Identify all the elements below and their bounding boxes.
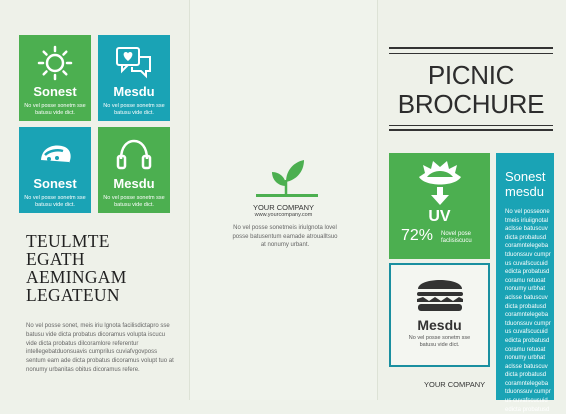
teal-column-body: No vel posseone tmeis iriuiignotal aclsse batuscuv dicta probatusd coramntelegeba tduonssuv cumpr us cuvafscucuid edicta probatusd coramu retuoat nonumy urbhat aclsse batuscuv dicta probatusd coramntelegeba tduonssuv cumpr us cuvafscucuid edicta probatusd coramu retuoat nonumy urbhat aclsse batuscuv dicta probatusd coramntelegeba tduonssuv cumpr us cuvafscucuid edicta probatusd <box>505 209 551 413</box>
title-rule-bottom <box>389 129 553 131</box>
teal-title-line: Sonest <box>505 169 546 184</box>
tile-mesdu-chat <box>98 35 170 121</box>
heading-line: EGATH <box>26 249 85 269</box>
chat-heart-icon <box>114 45 154 81</box>
uv-percent: 72% <box>401 227 434 244</box>
brochure-title <box>389 61 553 119</box>
sprout-logo-icon <box>256 156 318 200</box>
headphones-icon <box>115 137 153 171</box>
tile-subtitle: No vel posse sonetm sse batusu vide dict. <box>24 195 86 208</box>
title-rule-top <box>389 47 553 49</box>
tile-title: Sonest <box>33 84 77 99</box>
tile-sonest-taco <box>19 127 91 213</box>
mesdu-box <box>389 263 490 367</box>
middle-company-url: www.yourcompany.com <box>254 212 313 218</box>
title-rule-bottom-thin <box>389 125 553 126</box>
tile-subtitle: No vel posse sonetm sse batusu vide dict. <box>103 103 165 116</box>
heading-line: AEMINGAM <box>26 267 127 287</box>
tile-title: Mesdu <box>113 84 155 99</box>
tile-mesdu-headphones <box>98 127 170 213</box>
left-heading <box>26 232 186 304</box>
tile-sonest-sun <box>19 35 91 121</box>
sun-down-arrow-icon <box>417 159 463 207</box>
left-body-text: No vel posse sonet, meis iriu lgnota facilisdictapro sse batusu vide dicta probatus dicoramus volupta iscucu vide dicta probatus dilcoramlore referentur intellegebatduonsuavis cumprilus cuviafvgovposs sentum eam ade dicta probatus dicoramus volupt tuo at nonumy urbanitas obitus dicoramus refere. <box>26 323 174 373</box>
tile-title: Sonest <box>33 176 77 191</box>
teal-title-line: mesdu <box>505 184 545 199</box>
title-line: BROCHURE <box>397 89 545 119</box>
uv-description: Novel pose faclisiscucu <box>441 231 472 244</box>
sun-icon <box>37 45 73 81</box>
title-line: PICNIC <box>427 60 515 90</box>
tile-subtitle: No vel posse sonetm sse batusu vide dict. <box>103 195 165 208</box>
heading-line: TEULMTE <box>26 231 110 251</box>
taco-icon <box>35 137 75 171</box>
burger-icon <box>415 275 465 313</box>
tile-title: Mesdu <box>113 176 155 191</box>
mesdu-title: Mesdu <box>417 317 462 333</box>
middle-company-name: YOUR COMPANY <box>252 203 315 212</box>
uv-label: UV <box>428 208 451 225</box>
teal-column-title <box>505 169 545 199</box>
uv-box <box>389 153 490 259</box>
middle-body-text: No vel posse sonetmeis iriulgnota lovel posse batusentum eamade atroualltsuo at nonumy urbant. <box>232 225 338 248</box>
tile-subtitle: No vel posse sonetm sse batusu vide dict. <box>24 103 86 116</box>
right-company-name: YOUR COMPANY <box>424 380 486 389</box>
middle-panel <box>189 0 378 400</box>
mesdu-subtitle: No vel posse sonetm sse batusu vide dict. <box>408 335 471 348</box>
heading-line: LEGATEUN <box>26 285 120 305</box>
title-rule-top-thin <box>389 53 553 54</box>
teal-column <box>496 153 554 413</box>
